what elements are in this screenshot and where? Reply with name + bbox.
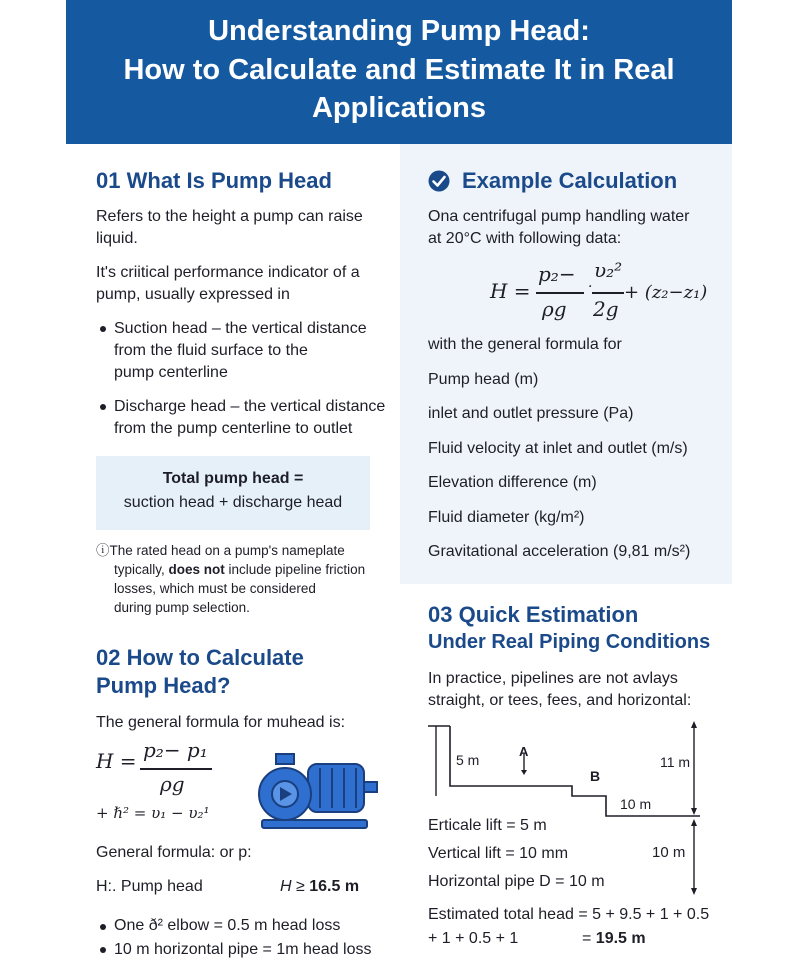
example-formula-num2: υ₂² <box>594 258 623 282</box>
discharge-head-line2: from the pump centerline to outlet <box>114 420 353 437</box>
section1-indicator-line1: It's criitical performance indicator of a <box>96 264 360 281</box>
note-line1: ⓘThe rated head on a pump's nameplate <box>96 543 345 558</box>
formula-lhs: H = <box>96 749 137 773</box>
formula-intro: The general formula for muhead is: <box>96 714 346 731</box>
estimate-result: = 19.5 m <box>582 930 646 947</box>
note-line2: typically, does not include pipeline friction <box>114 562 366 577</box>
general-formula-label: General formula: or p: <box>96 844 252 861</box>
header-title-line3: Applications <box>311 92 486 124</box>
header-title-line2: How to Calculate and Estimate It in Real <box>123 54 675 86</box>
example-title: Example Calculation <box>462 168 678 193</box>
pipe-loss: 10 m horizontal pipe = 1m head loss <box>114 941 372 958</box>
bullet-dot <box>100 947 106 953</box>
example-item: Pump head (m) <box>428 371 539 388</box>
diagram-label-10m-horizontal: 10 m <box>620 796 652 812</box>
info-icon: ⓘ <box>96 543 110 558</box>
section1-title <box>96 168 332 194</box>
formula-numerator: p₂− p₁ <box>143 738 208 762</box>
horizontal-pipe: Horizontal pipe D = 10 m <box>428 873 605 890</box>
section1-intro-line1: Refers to the height a pump can raise <box>96 208 363 225</box>
example-intro-line2: at 20°C with following data: <box>428 230 622 247</box>
diagram-label-11m: 11 m <box>660 754 691 770</box>
elbow-loss: One ð² elbow = 0.5 m head loss <box>114 917 341 934</box>
header-title-line1: Understanding Pump Head: <box>208 15 590 47</box>
discharge-head-line1: Discharge head – the vertical distance <box>114 398 386 415</box>
bullet-dot <box>100 326 106 332</box>
section3-title-line2: Under Real Piping Conditions <box>428 631 711 653</box>
fraction-bar <box>140 768 212 770</box>
bullet-dot <box>100 404 106 410</box>
section1-title-text: What Is Pump Head <box>126 168 332 193</box>
section2-title-line2: Pump Head? <box>96 673 231 698</box>
page-header <box>66 0 732 144</box>
dot-separator: · <box>588 279 593 295</box>
section1-number: 01 <box>96 168 121 193</box>
example-formula-lhs: H = <box>490 279 531 303</box>
example-formula-tail: + (z₂−z₁) <box>624 282 708 303</box>
example-item: Elevation difference (m) <box>428 474 597 491</box>
fraction-bar <box>536 292 584 294</box>
total-head-line2: suction head + discharge head <box>123 494 343 511</box>
diagram-label-10m-vertical: 10 m <box>652 844 686 861</box>
formula-extra: + ℏ² = υ₁ − υ₂¹ <box>96 804 210 822</box>
note-line3: losses, which must be considered <box>114 581 316 596</box>
with-formula-label: with the general formula for <box>428 336 622 353</box>
diagram-label-5m: 5 m <box>456 752 480 768</box>
section3-intro-line2: straight, or tees, fees, and horizontal: <box>428 692 692 709</box>
example-item: Fluid velocity at inlet and outlet (m/s) <box>428 440 688 457</box>
diagram-label-a: A <box>519 744 529 759</box>
section3-intro-line1: In practice, pipelines are not avlays <box>428 670 678 687</box>
total-head-line1: Total pump head = <box>162 470 304 487</box>
pump-icon <box>258 752 383 832</box>
vertical-lift-2: Vertical lift = 10 mm <box>428 845 569 862</box>
example-formula-num1: p₂− <box>538 262 576 286</box>
total-head-box <box>96 456 370 530</box>
fraction-bar <box>592 292 624 294</box>
estimate-line1: Estimated total head = 5 + 9.5 + 1 + 0.5 <box>428 906 710 923</box>
section1-intro-line2: liquid. <box>96 230 138 247</box>
check-circle-icon <box>428 170 450 192</box>
estimate-line2: + 1 + 0.5 + 1 <box>428 930 519 947</box>
example-item: inlet and outlet pressure (Pa) <box>428 405 634 422</box>
section2-title-line1: 02 How to Calculate <box>96 645 304 670</box>
section3-title-line1: 03 Quick Estimation <box>428 602 639 627</box>
example-item: Gravitational acceleration (9,81 m/s²) <box>428 543 691 560</box>
pump-head-label: H:. Pump head <box>96 878 203 895</box>
example-formula-den2: 2g <box>593 297 619 321</box>
suction-head-line2: from the fluid surface to the <box>114 342 308 359</box>
formula-denominator: ρg <box>160 772 185 796</box>
diagram-label-b: B <box>590 768 601 784</box>
example-intro-line1: Ona centrifugal pump handling water <box>428 208 690 225</box>
suction-head-line3: pump centerline <box>114 364 228 381</box>
note-line4: during pump selection. <box>114 600 250 615</box>
suction-head-line1: Suction head – the vertical distance <box>114 320 367 337</box>
bullet-dot <box>100 924 106 930</box>
vertical-lift-1: Erticale lift = 5 m <box>428 817 547 834</box>
section1-indicator-line2: pump, usually expressed in <box>96 286 290 303</box>
example-item: Fluid diameter (kg/m²) <box>428 509 585 526</box>
example-formula-den1: ρg <box>542 297 567 321</box>
pump-head-result: H ≥ 16.5 m <box>280 878 360 895</box>
